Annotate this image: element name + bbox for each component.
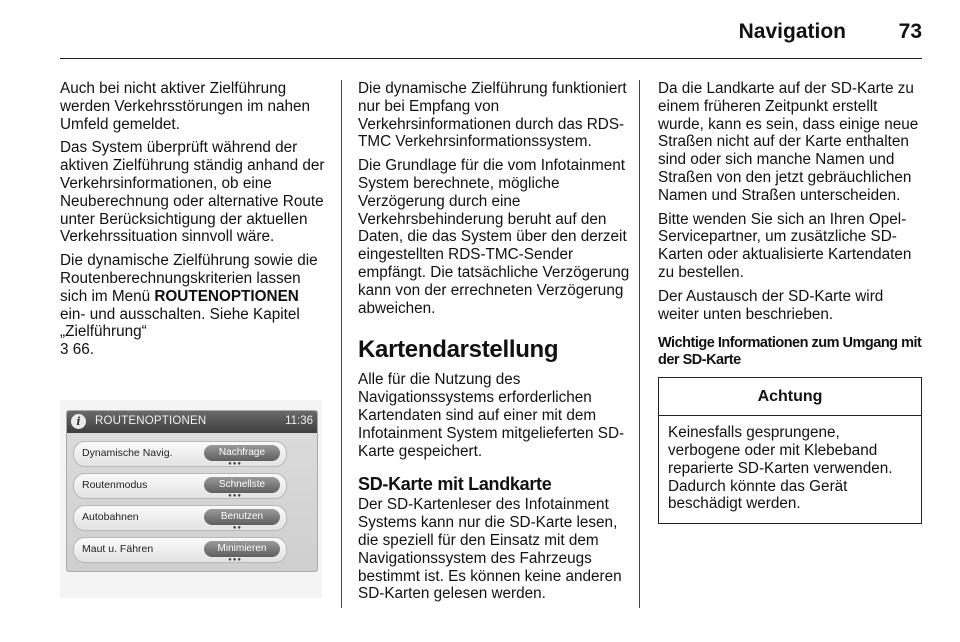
- menu-row-value: Nachfrage: [204, 445, 280, 461]
- menu-row-label: Maut u. Fähren: [82, 543, 154, 555]
- page-number: 73: [898, 20, 922, 43]
- subsection-heading: SD-Karte mit Landkarte: [358, 474, 552, 495]
- menu-row-motorways: [73, 505, 287, 531]
- caution-text: Keinesfalls gesprungene, verbogene oder mit Klebeband reparierte SD-Karten verwenden. Dadurch könnte das Gerät beschädigt werden.: [668, 424, 893, 513]
- paragraph-text: Die dynamische Zielführung sowie die Routenberechnungskriterien lassen sich im Menü: [60, 252, 318, 305]
- paragraph: Alle für die Nutzung des Navigationssystems erforderlichen Kartendaten sind auf einer mit dem Infotainment System mitgelieferten SD-Karte gespeichert.: [358, 371, 625, 460]
- reference-arrow-icon: 3: [60, 341, 69, 359]
- reference-page: 66.: [68, 341, 95, 359]
- page-header: [0, 0, 960, 60]
- caution-title: Achtung: [659, 378, 921, 416]
- menu-row-value: Minimieren: [204, 541, 280, 557]
- header-rule: [60, 58, 922, 59]
- menu-row-value: Schnellste: [204, 477, 280, 493]
- option-dots-icon: ●●●: [228, 461, 242, 467]
- paragraph: Bitte wenden Sie sich an Ihren Opel-Servicepartner, um zusätzliche SD-Karten oder aktualisierte Kartendaten zu bestellen.: [658, 210, 912, 281]
- info-icon: i: [71, 414, 86, 429]
- paragraph: Der Austausch der SD-Karte wird weiter unten beschrieben.: [658, 287, 884, 323]
- menu-row-label: Routenmodus: [82, 479, 148, 491]
- infotainment-screen: [66, 410, 318, 572]
- paragraph: Der SD-Kartenleser des Infotainment Systems kann nur die SD-Karte lesen, die speziell für den Einsatz mit dem Navigationssystem des Fahrzeugs bestimmt ist. Es können keine anderen SD-Karten gelesen werden.: [358, 496, 622, 603]
- clock: 11:36: [285, 415, 313, 427]
- paragraph: [60, 252, 328, 359]
- page-reference[interactable]: [60, 341, 94, 358]
- column-divider: [639, 80, 640, 608]
- section-heading: Kartendarstellung: [358, 336, 559, 364]
- menu-row-dynamic-navigation: [73, 441, 287, 467]
- paragraph: Auch bei nicht aktiver Zielführung werden Verkehrsstörungen im nahen Umfeld gemeldet.: [60, 80, 311, 133]
- menu-name: ROUTENOPTIONEN: [154, 287, 299, 305]
- menu-title-bar: [67, 411, 317, 433]
- menu-row-tolls-ferries: [73, 537, 287, 563]
- option-dots-icon: ●●●: [228, 493, 242, 499]
- menu-screenshot: [60, 400, 322, 598]
- column-2: [358, 80, 630, 609]
- menu-row-label: Dynamische Navig.: [82, 447, 173, 459]
- page-title: Navigation: [738, 20, 846, 43]
- option-dots-icon: ●●: [232, 525, 242, 531]
- caution-box: [658, 377, 922, 524]
- paragraph: Die Grundlage für die vom Infotainment System berechnete, mögliche Verzögerung durch eine Verkehrsbehinderung beruht auf den Daten, die das System über den derzeit eingestellten RDS-TMC-Sender empfängt. Die tatsächliche Verzögerung kann von der errechneten Verzögerung abweichen.: [358, 157, 630, 317]
- paragraph-text: ein- und ausschalten. Siehe Kapitel „Zielführung“: [60, 305, 300, 341]
- column-1: [60, 80, 328, 365]
- option-dots-icon: ●●●: [228, 557, 242, 563]
- menu-row-route-mode: [73, 473, 287, 499]
- column-3: [658, 80, 924, 524]
- info-heading: Wichtige Informationen zum Umgang mit der SD-Karte: [658, 335, 922, 369]
- paragraph: Da die Landkarte auf der SD-Karte zu einem früheren Zeitpunkt erstellt wurde, kann es sein, dass einige neue Straßen nicht auf der Karte enthalten sind oder sich manche Namen und Straßen von den jetzt gebräuchlichen Namen und Straßen unterscheiden.: [658, 80, 919, 204]
- paragraph: Die dynamische Zielführung funktioniert nur bei Empfang von Verkehrsinformationen durch das RDS-TMC Verkehrsinformationssystem.: [358, 80, 627, 151]
- paragraph: Das System überprüft während der aktiven Zielführung ständig anhand der Verkehrsinformationen, ob eine Neuberechnung oder alternative Route unter Berücksichtigung der aktuellen Verkehrssituation sinnvoll wäre.: [60, 139, 325, 246]
- menu-title: ROUTENOPTIONEN: [95, 415, 207, 427]
- column-divider: [341, 80, 342, 608]
- menu-row-label: Autobahnen: [82, 511, 139, 523]
- menu-row-value: Benutzen: [204, 509, 280, 525]
